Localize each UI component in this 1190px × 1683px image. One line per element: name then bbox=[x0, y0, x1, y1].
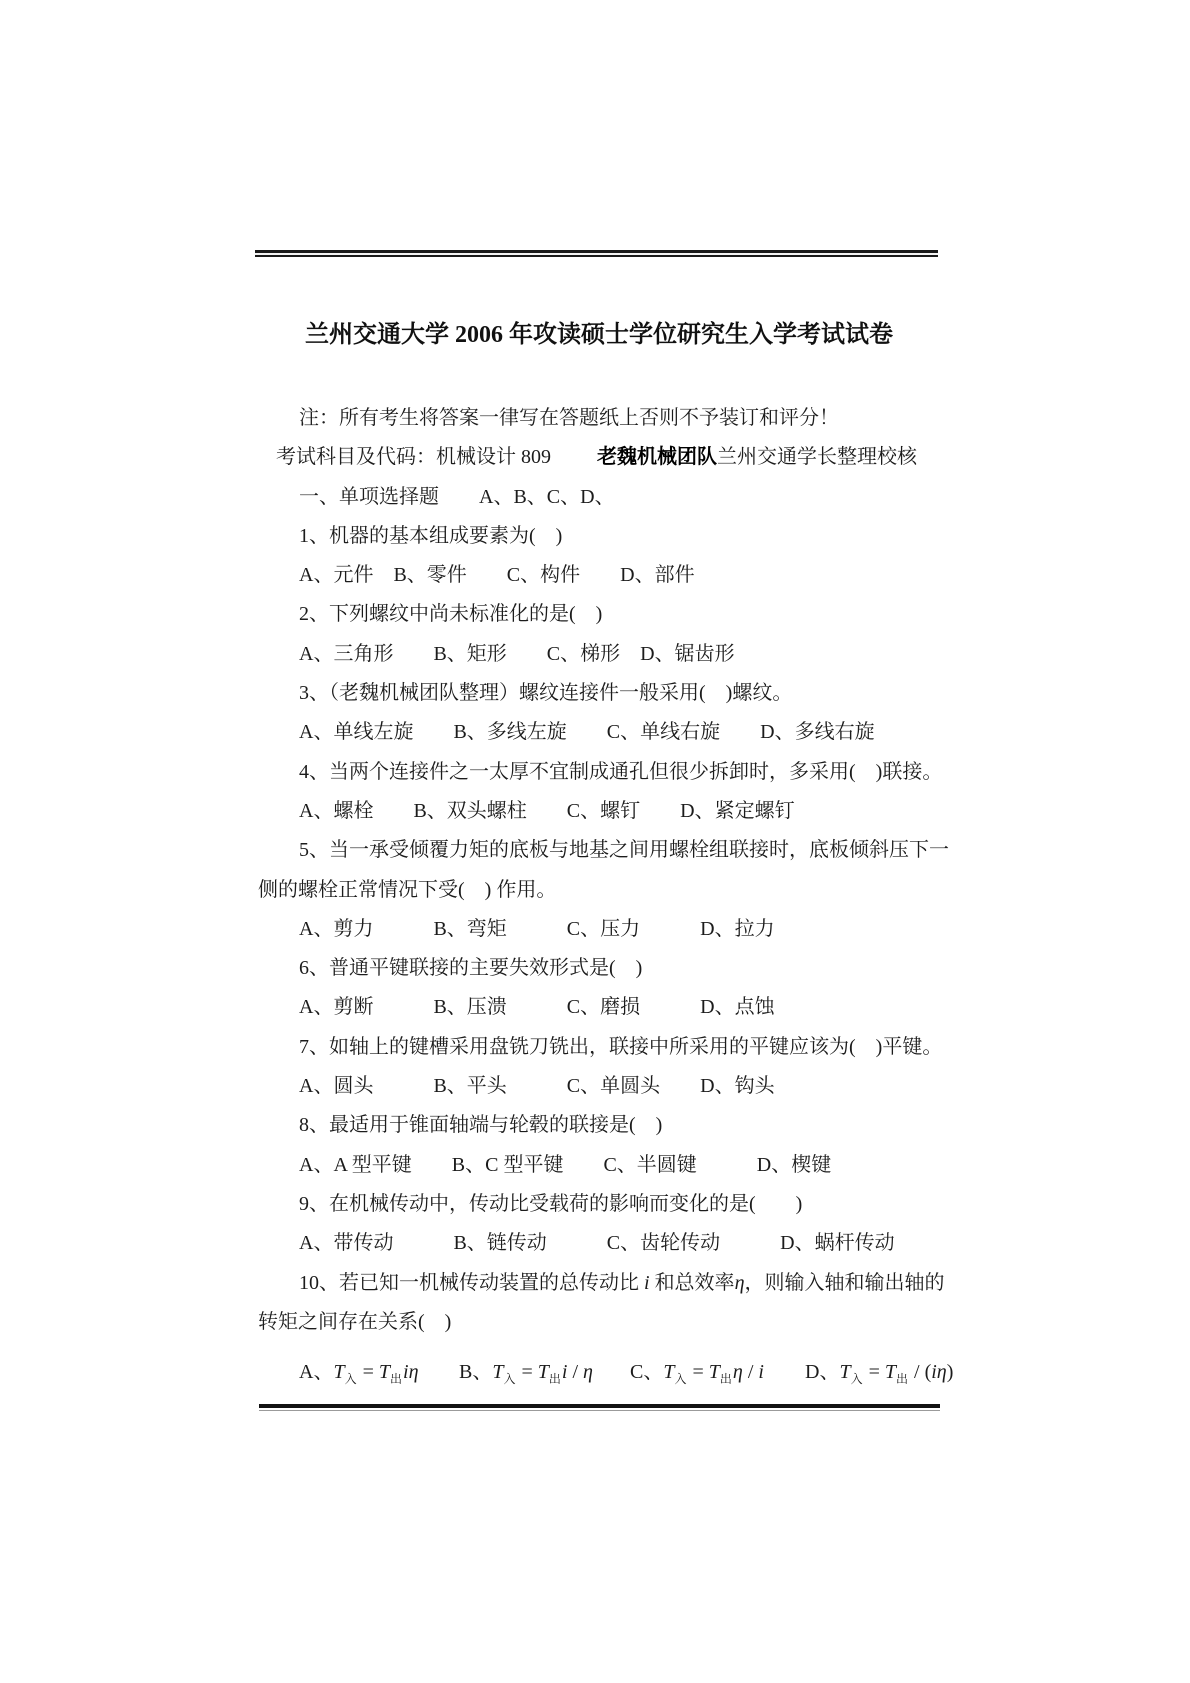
math-italic: T bbox=[333, 1361, 345, 1383]
team-suffix-text: 兰州交通学长整理校核 bbox=[717, 446, 917, 469]
question-5-stem-cont: 侧的螺栓正常情况下受( ) 作用。 bbox=[258, 878, 557, 901]
question-2-stem: 2、下列螺纹中尚未标准化的是( ) bbox=[299, 603, 603, 626]
top-rule bbox=[255, 250, 938, 257]
math-subscript: 出 bbox=[896, 1372, 909, 1386]
math-subscript: 出 bbox=[390, 1372, 403, 1386]
question-4-options: A、螺栓 B、双头螺柱 C、螺钉 D、紧定螺钉 bbox=[299, 799, 795, 822]
team-name-bold: 老魏机械团队 bbox=[597, 446, 717, 469]
formula-option-d bbox=[805, 1352, 953, 1399]
math-italic: iη bbox=[403, 1361, 419, 1383]
question-8-stem: 8、最适用于锥面轴端与轮毂的联接是( ) bbox=[299, 1114, 663, 1137]
question-3-options: A、单线左旋 B、多线左旋 C、单线右旋 D、多线右旋 bbox=[299, 721, 875, 744]
math-italic: i bbox=[561, 1361, 568, 1383]
question-7-options: A、圆头 B、平头 C、单圆头 D、钩头 bbox=[299, 1075, 775, 1098]
text-run: = bbox=[863, 1361, 885, 1383]
question-9-stem: 9、在机械传动中，传动比受载荷的影响而变化的是( ) bbox=[299, 1192, 803, 1215]
text-run: = bbox=[687, 1361, 709, 1383]
text-run: = bbox=[357, 1361, 379, 1383]
math-italic: η bbox=[732, 1361, 743, 1383]
math-subscript: 出 bbox=[719, 1372, 732, 1386]
document-body bbox=[258, 399, 958, 1342]
question-4-stem: 4、当两个连接件之一太厚不宜制成通孔但很少拆卸时，多采用( )联接。 bbox=[299, 760, 943, 783]
question-6-options: A、剪断 B、压溃 C、磨损 D、点蚀 bbox=[299, 996, 775, 1019]
text-run: D、 bbox=[805, 1361, 840, 1383]
math-italic: T bbox=[378, 1361, 390, 1383]
math-italic: T bbox=[839, 1361, 851, 1383]
question-9-options: A、带传动 B、链传动 C、齿轮传动 D、蜗杆传动 bbox=[299, 1232, 895, 1255]
note-line: 注：所有考生将答案一律写在答题纸上否则不予装订和评分！ bbox=[299, 407, 839, 429]
math-italic: η bbox=[583, 1361, 593, 1383]
math-subscript: 入 bbox=[344, 1372, 357, 1386]
question-6-stem: 6、普通平键联接的主要失效形式是( ) bbox=[299, 957, 643, 980]
section-heading: 一、单项选择题 A、B、C、D、 bbox=[299, 485, 615, 508]
question-5-options: A、剪力 B、弯矩 C、压力 D、拉力 bbox=[299, 917, 775, 940]
math-italic: η bbox=[734, 1271, 745, 1294]
question-2-options: A、三角形 B、矩形 C、梯形 D、锯齿形 bbox=[299, 642, 735, 665]
formula-option-c bbox=[630, 1352, 764, 1399]
question-5-stem: 5、当一承受倾覆力矩的底板与地基之间用螺栓组联接时，底板倾斜压下一 bbox=[299, 839, 949, 862]
text-run: ，则输入轴和输出轴的 bbox=[744, 1271, 945, 1294]
math-italic: i bbox=[758, 1361, 764, 1383]
question-3-stem: 3、（老魏机械团队整理）螺纹连接件一般采用( )螺纹。 bbox=[299, 682, 793, 705]
formula-options-row bbox=[258, 1352, 958, 1392]
text-run: / bbox=[567, 1361, 584, 1383]
bottom-rule bbox=[259, 1404, 940, 1411]
math-italic: T bbox=[884, 1361, 896, 1383]
formula-option-a bbox=[299, 1352, 419, 1399]
question-8-options: A、A 型平键 B、C 型平键 C、半圆键 D、楔键 bbox=[299, 1153, 832, 1176]
text-run: B、 bbox=[459, 1361, 493, 1383]
question-1-stem: 1、机器的基本组成要素为( ) bbox=[299, 524, 563, 547]
question-7-stem: 7、如轴上的键槽采用盘铣刀铣出，联接中所采用的平键应该为( )平键。 bbox=[299, 1035, 943, 1058]
text-run: C、 bbox=[630, 1361, 664, 1383]
math-subscript: 入 bbox=[674, 1372, 687, 1386]
text-run: = bbox=[516, 1361, 538, 1383]
math-italic: iη bbox=[931, 1361, 947, 1383]
text-run: / bbox=[742, 1361, 759, 1383]
subject-line bbox=[258, 438, 958, 477]
math-italic: T bbox=[537, 1361, 549, 1383]
math-italic: i bbox=[644, 1271, 650, 1294]
text-run: ) bbox=[946, 1361, 954, 1383]
question-lines bbox=[258, 478, 958, 1343]
math-subscript: 出 bbox=[548, 1372, 561, 1386]
text-run: 和总效率 bbox=[649, 1271, 735, 1294]
math-subscript: 入 bbox=[503, 1372, 516, 1386]
text-run: A、 bbox=[299, 1361, 334, 1383]
subject-code-text: 考试科目及代码：机械设计 809 bbox=[276, 446, 551, 469]
text-run: / ( bbox=[909, 1361, 932, 1383]
page-title: 兰州交通大学 2006 年攻读硕士学位研究生入学考试试卷 bbox=[305, 322, 893, 348]
text-run: 10、若已知一机械传动装置的总传动比 bbox=[299, 1271, 644, 1294]
math-italic: T bbox=[663, 1361, 675, 1383]
formula-option-b bbox=[459, 1352, 593, 1399]
math-italic: T bbox=[708, 1361, 720, 1383]
math-subscript: 入 bbox=[850, 1372, 863, 1386]
question-10-stem bbox=[258, 1264, 958, 1303]
question-10-stem-cont: 转矩之间存在关系( ) bbox=[258, 1310, 452, 1333]
question-1-options: A、元件 B、零件 C、构件 D、部件 bbox=[299, 564, 695, 587]
math-italic: T bbox=[492, 1361, 504, 1383]
